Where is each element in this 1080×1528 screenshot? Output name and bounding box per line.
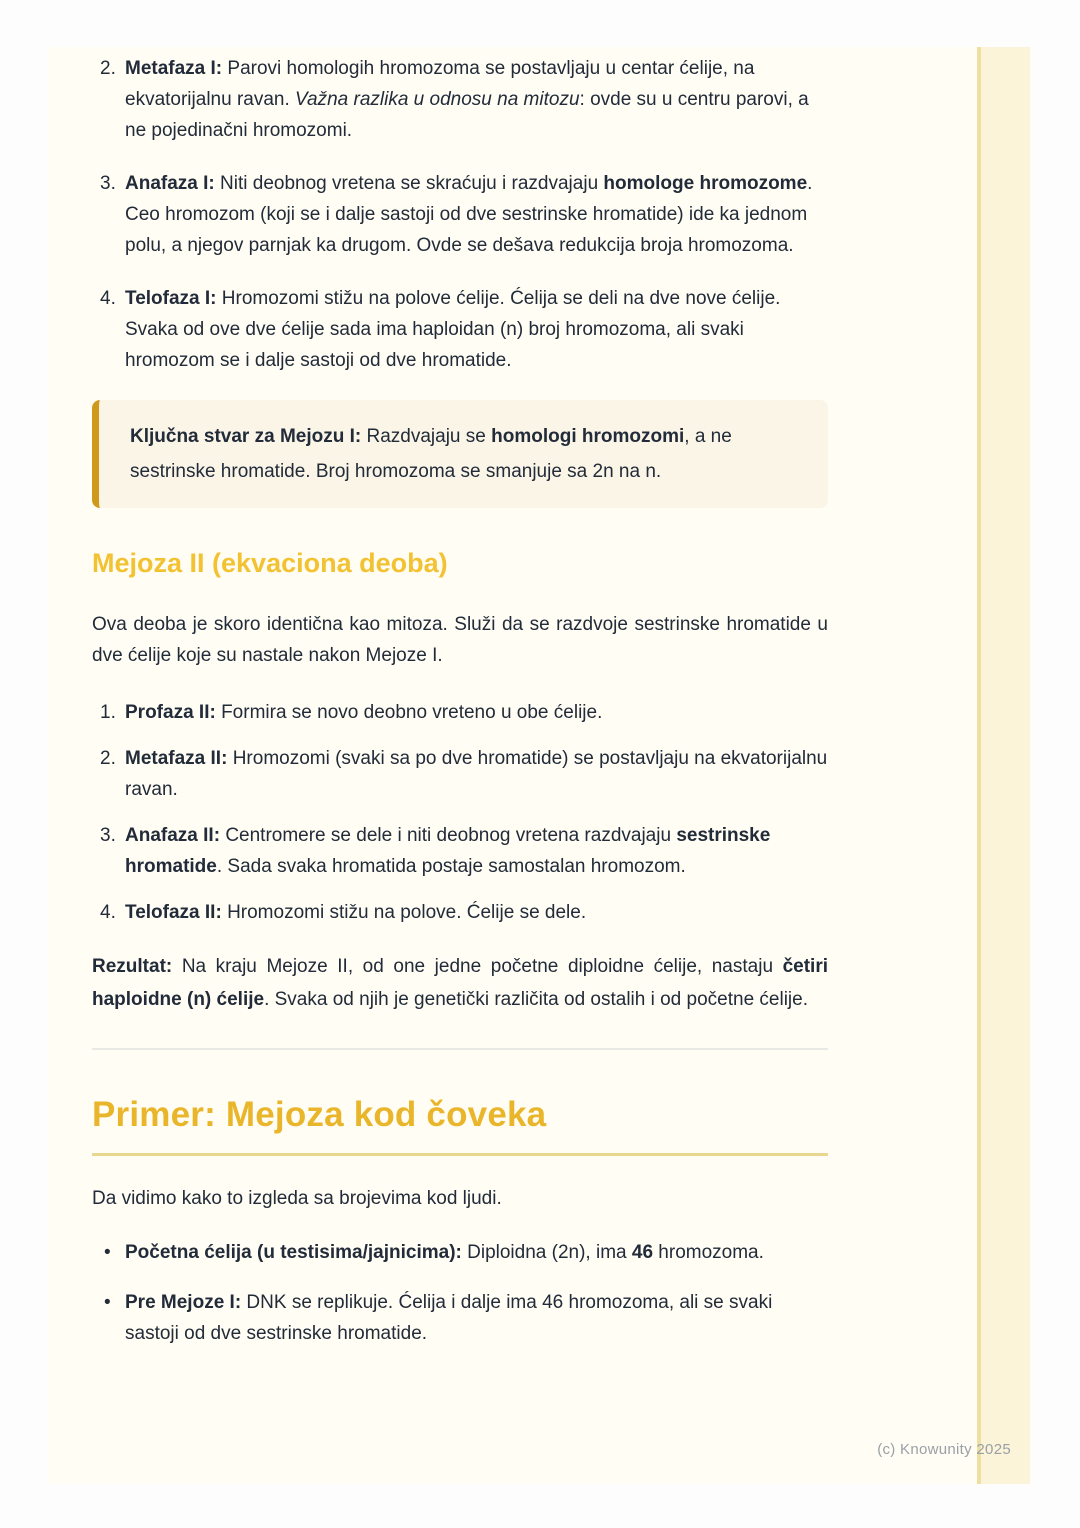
list-marker: 4. bbox=[100, 288, 116, 309]
bullet-item bbox=[92, 1237, 828, 1268]
section-heading-meiosis2: Mejoza II (ekvaciona deoba) bbox=[92, 548, 448, 578]
list-item bbox=[92, 283, 828, 376]
bullet-item bbox=[92, 1287, 828, 1349]
list-item-text: Telofaza II: Hromozomi stižu na polove. Ćelije se dele. bbox=[125, 902, 587, 923]
list-marker: 4. bbox=[100, 902, 116, 923]
bullet-marker: • bbox=[104, 1242, 111, 1263]
list-item-text: Metafaza II: Hromozomi (svaki sa po dve hromatide) se postavljaju na ekvatorijalnu ravan. bbox=[125, 748, 828, 800]
title-underline bbox=[92, 1153, 828, 1156]
list-marker: 1. bbox=[100, 702, 116, 723]
list-item-text: Anafaza I: Niti deobnog vretena se skraćuju i razdvajaju homologe hromozome. Ceo hromozom (koji se i dalje sastoji od dve sestrinske hromatide) ide ka jednom polu, a njegov parnjak ka drugom. Ovde se dešava redukcija broja hromozoma. bbox=[125, 173, 813, 256]
bullet-marker: • bbox=[104, 1292, 111, 1313]
list-item bbox=[92, 53, 828, 146]
page-title-primer: Primer: Mejoza kod čoveka bbox=[92, 1095, 547, 1134]
list-item-text: Metafaza I: Parovi homologih hromozoma se postavljaju u centar ćelije, na ekvatorijalnu ravan. Važna razlika u odnosu na mitozu: ovde su u centru parovi, a ne pojedinačni hromozomi. bbox=[125, 58, 809, 141]
list-item-text: Telofaza I: Hromozomi stižu na polove ćelije. Ćelija se deli na dve nove ćelije. Svaka od ove dve ćelije sada ima haploidan (n) broj hromozoma, ali svaki hromozom se i dalje sastoji od dve hromatide. bbox=[125, 288, 781, 371]
example-bullet-list bbox=[92, 1237, 828, 1349]
example-intro-paragraph: Da vidimo kako to izgleda sa brojevima kod ljudi. bbox=[92, 1188, 502, 1209]
list-marker: 2. bbox=[100, 58, 116, 79]
result-paragraph: Rezultat: Na kraju Mejoze II, od one jedne početne diploidne ćelije, nastaju četiri haploidne (n) ćelije. Svaka od njih je genetički različita od ostalih i od početne ćelije. bbox=[92, 956, 829, 1010]
callout-text: Ključna stvar za Mejozu I: Razdvajaju se homologi hromozomi, a ne sestrinske hromatide. Broj hromozoma se smanjuje sa 2n na n. bbox=[130, 426, 732, 482]
key-point-callout bbox=[92, 400, 828, 508]
bullet-item-text: Početna ćelija (u testisima/jajnicima): Diploidna (2n), ima 46 hromozoma. bbox=[125, 1242, 764, 1263]
list-marker: 3. bbox=[100, 825, 116, 846]
page-edge-stripe bbox=[977, 47, 1030, 1484]
list-marker: 2. bbox=[100, 748, 116, 769]
list-item bbox=[92, 168, 828, 261]
document-content bbox=[92, 47, 828, 1349]
list-item-text: Anafaza II: Centromere se dele i niti deobnog vretena razdvajaju sestrinske hromatide. Sada svaka hromatida postaje samostalan hromozom. bbox=[125, 825, 771, 877]
list-item bbox=[92, 820, 828, 882]
list-item bbox=[92, 897, 828, 928]
meiosis2-phase-list bbox=[92, 697, 828, 928]
copyright-watermark: (c) Knowunity 2025 bbox=[877, 1441, 1011, 1458]
meiosis1-phase-list bbox=[92, 53, 828, 376]
list-item-text: Profaza II: Formira se novo deobno vreteno u obe ćelije. bbox=[125, 702, 603, 723]
list-item bbox=[92, 697, 828, 728]
document-page bbox=[47, 47, 1030, 1484]
list-item bbox=[92, 743, 828, 805]
meiosis2-intro-paragraph: Ova deoba je skoro identična kao mitoza. Služi da se razdvoje sestrinske hromatide u dve ćelije koje su nastale nakon Mejoze I. bbox=[92, 614, 828, 666]
list-marker: 3. bbox=[100, 173, 116, 194]
bullet-item-text: Pre Mejoze I: DNK se replikuje. Ćelija i dalje ima 46 hromozoma, ali se svaki sastoji od dve sestrinske hromatide. bbox=[125, 1292, 773, 1344]
section-divider bbox=[92, 1048, 828, 1050]
